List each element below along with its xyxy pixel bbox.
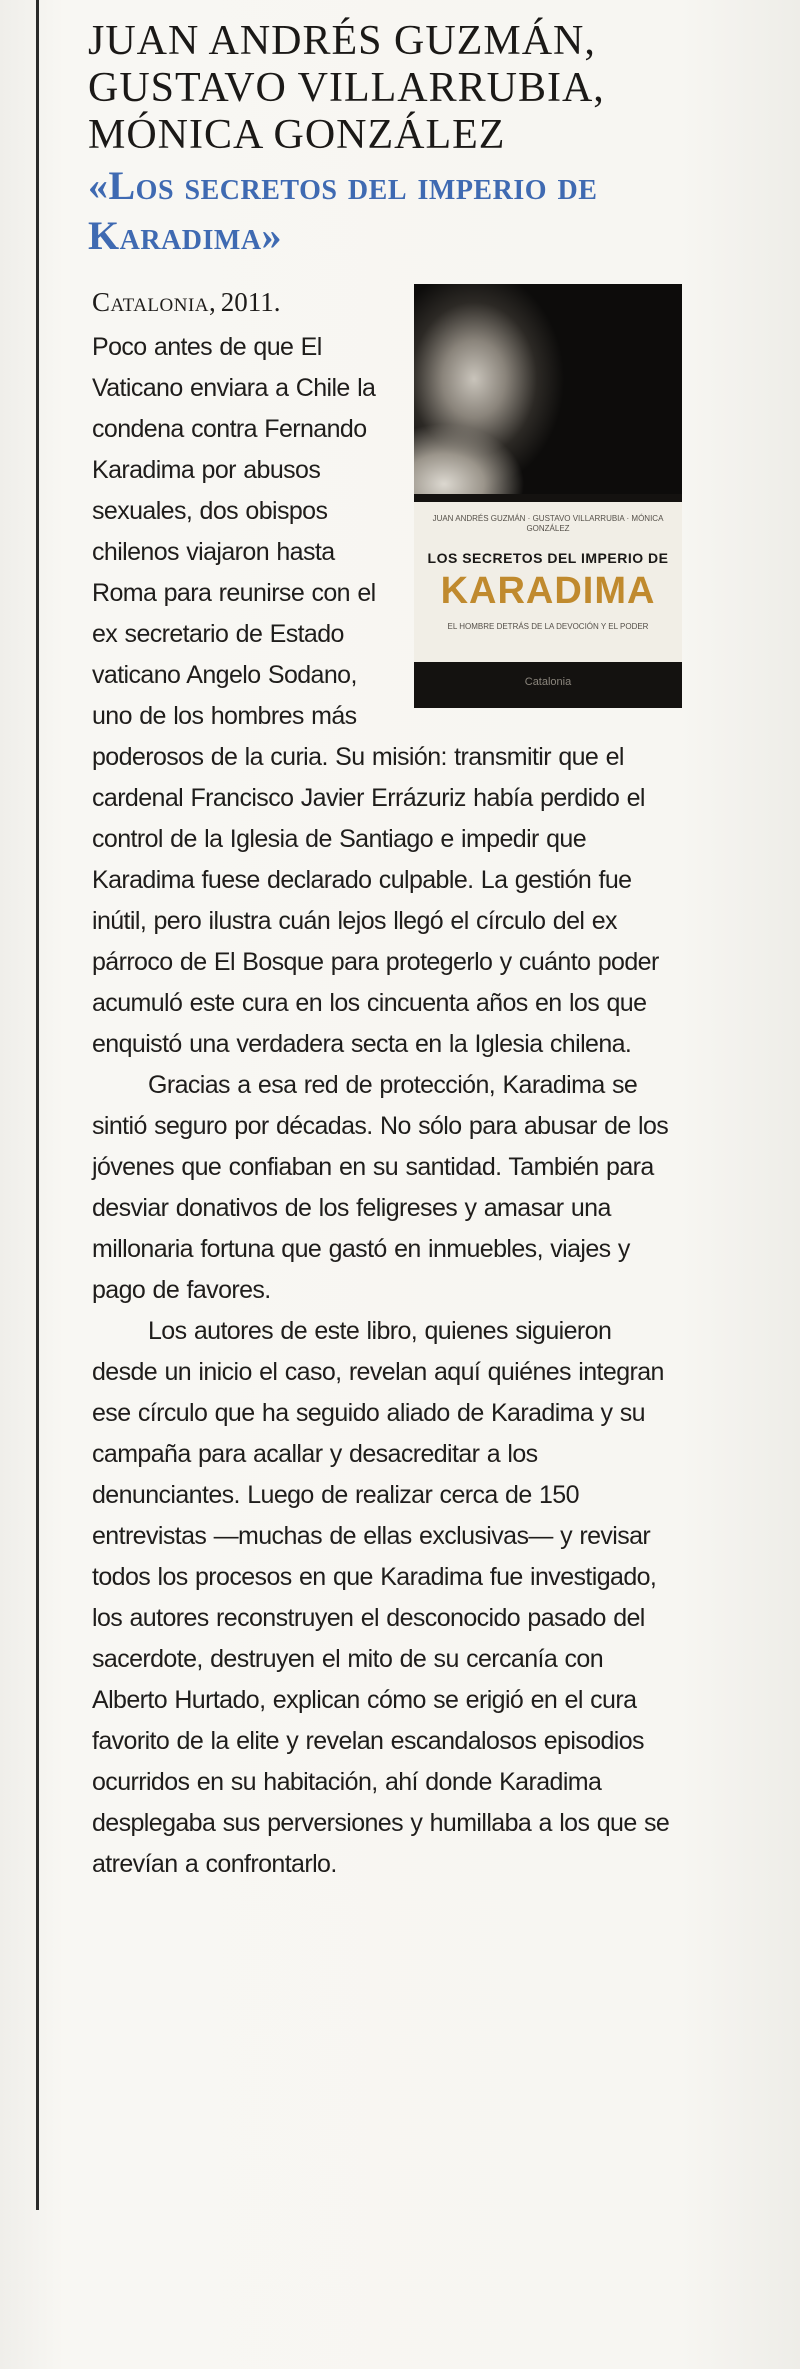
review-paragraph: Los autores de este libro, quienes siguieron desde un inicio el caso, revelan aquí quiénes integran ese círculo que ha seguido aliado de Karadima y su campaña para acallar y desacreditar a los denunciantes. Luego de realizar cerca de 150 entrevistas —muchas de ellas exclusivas— y revisar todos los procesos en que Karadima fue investigado, los autores reconstruyen el desconocido pasado del sacerdote, destruyen el mito de su cercanía con Alberto Hurtado, explican cómo se erigió en el cura favorito de la elite y revelan escandalosos episodios ocurridos en su habitación, ahí donde Karadima desplegaba sus perversiones y humillaba a los que se atrevían a confrontarlo. <box>92 1317 670 1878</box>
review-header <box>88 18 708 261</box>
cover-authors: JUAN ANDRÉS GUZMÁN · GUSTAVO VILLARRUBIA · MÓNICA GONZÁLEZ <box>432 514 664 533</box>
cover-title: KARADIMA <box>440 570 656 612</box>
author-name: JUAN ANDRÉS GUZMÁN, <box>88 18 596 64</box>
authors-heading <box>88 18 708 159</box>
publication-year: 2011. <box>220 287 281 317</box>
review-paragraph: Gracias a esa red de protección, Karadima se sintió seguro por décadas. No sólo para abusar de los jóvenes que confiaban en su santidad. También para desviar donativos de los feligreses y amasar una millonaria fortuna que gastó en inmuebles, viajes y pago de favores. <box>92 1071 669 1304</box>
author-name: MÓNICA GONZÁLEZ <box>88 112 506 158</box>
cover-photo-shoulder <box>414 424 524 494</box>
publisher-name: Catalonia, <box>92 287 217 317</box>
review-body <box>92 282 682 1885</box>
book-title: «Los secretos del imperio de Karadima» <box>88 163 598 258</box>
review-paragraph: Poco antes de que El Vaticano enviara a Chile la condena contra Fernando Karadima por abusos sexuales, dos obispos chilenos viajaron hasta Roma para reunirse con el ex secretario de Estado vaticano Angelo Sodano, uno de los hombres más poderosos de la curia. Su misión: transmitir que el cardenal Francisco Javier Errázuriz había perdido el control de la Iglesia de Santiago e impedir que Karadima fuese declarado culpable. La gestión fue inútil, pero ilustra cuán lejos llegó el círculo del ex párroco de El Bosque para protegerlo y cuánto poder acumuló este cura en los cincuenta años en los que enquistó una verdadera secta en la Iglesia chilena. <box>92 333 659 1058</box>
cover-subtitle: LOS SECRETOS DEL IMPERIO DE <box>427 550 669 566</box>
author-name: GUSTAVO VILLARRUBIA, <box>88 65 605 111</box>
column-rule <box>36 0 39 2210</box>
book-cover-image <box>414 284 682 708</box>
cover-publisher: Catalonia <box>524 676 572 688</box>
cover-tagline: EL HOMBRE DETRÁS DE LA DEVOCIÓN Y EL PODER <box>447 622 649 631</box>
